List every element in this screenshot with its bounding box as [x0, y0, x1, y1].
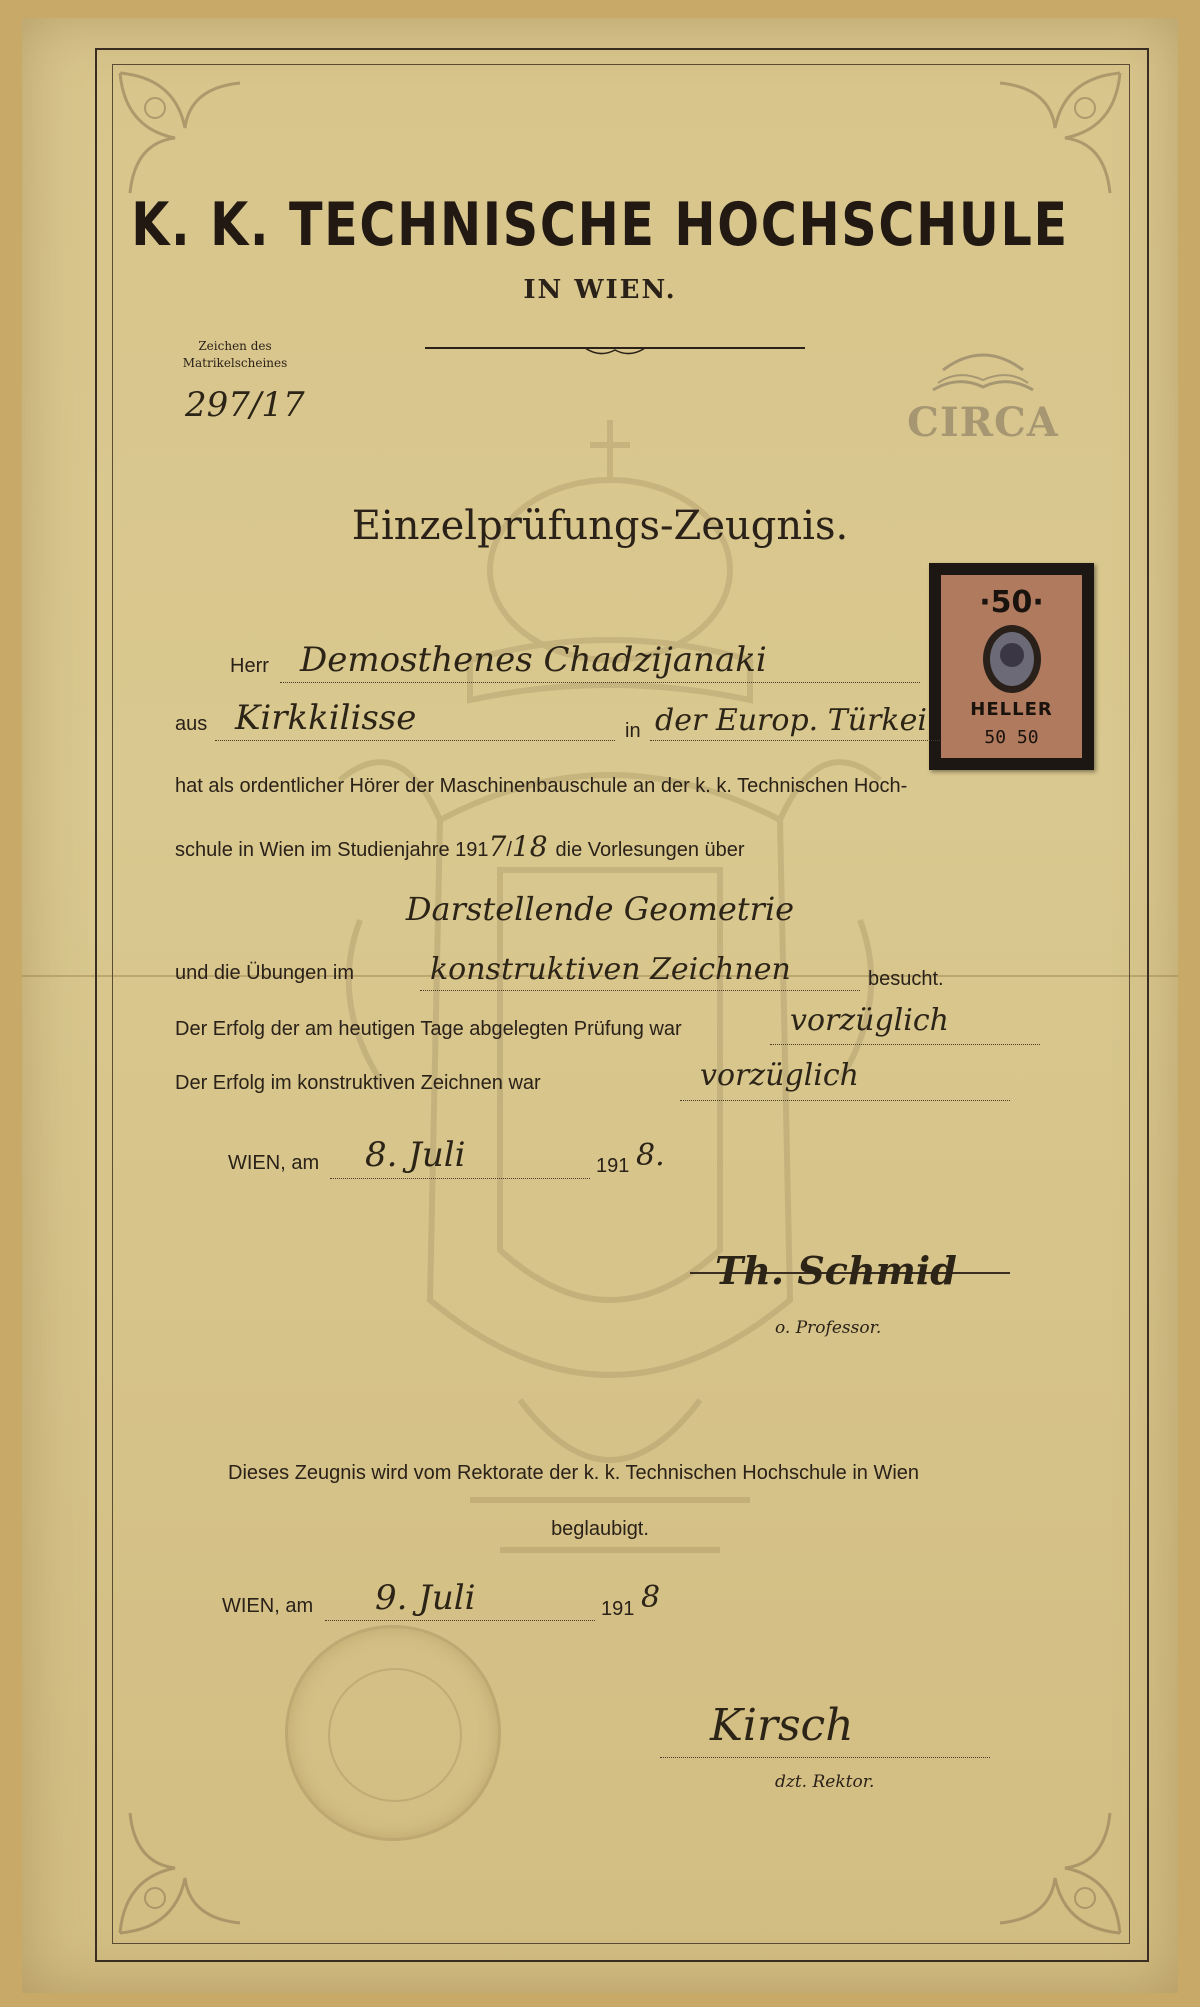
- document-title: Einzelprüfungs-Zeugnis.: [351, 503, 849, 549]
- stamp-face: [941, 575, 1082, 758]
- herr-label: Herr: [230, 655, 269, 677]
- matrikel-label-line1: Zeichen des: [198, 339, 272, 353]
- circa-watermark: [893, 345, 1073, 446]
- study-year-start: 7: [488, 830, 507, 863]
- date2-date: 9. Juli: [375, 1578, 476, 1618]
- subject-name: Darstellende Geometrie: [405, 890, 795, 928]
- revenue-stamp: [929, 563, 1094, 770]
- corner-ornament-top-right: [995, 68, 1125, 198]
- date1-prefix: WIEN, am: [228, 1152, 320, 1174]
- corner-ornament-top-left: [115, 68, 245, 198]
- exercise-suffix: besucht.: [868, 968, 944, 990]
- circa-watermark-text: CIRCA: [907, 399, 1059, 446]
- lectures-label: die Vorlesungen über: [555, 839, 745, 861]
- date2-year-digit: 8: [641, 1580, 661, 1615]
- exam-result: vorzüglich: [790, 1003, 949, 1038]
- student-origin: Kirkkilisse: [235, 698, 417, 738]
- date1-year-prefix: 191: [596, 1155, 630, 1177]
- drawing-result: vorzüglich: [700, 1058, 859, 1093]
- in-label: in: [625, 720, 641, 742]
- aus-label: aus: [175, 713, 208, 735]
- certification-line-1: Dieses Zeugnis wird vom Rektorate der k. k. Technischen Hochschule in Wien: [228, 1462, 920, 1484]
- region-line: [650, 740, 940, 741]
- institution-location: IN WIEN.: [523, 275, 677, 305]
- book-logo-icon: [923, 345, 1043, 395]
- rector-signature: Kirsch: [710, 1700, 854, 1751]
- date1-year-digit: 8.: [636, 1138, 665, 1173]
- drawing-result-line: [680, 1100, 1010, 1101]
- corner-ornament-bottom-left: [115, 1808, 245, 1938]
- exercise-prefix: und die Übungen im: [175, 962, 355, 984]
- matrikel-label-line2: Matrikelscheines: [182, 356, 288, 370]
- origin-line: [215, 740, 615, 741]
- rector-signature-line: [660, 1757, 990, 1758]
- matrikel-number: 297/17: [185, 385, 305, 425]
- body-line-1: hat als ordentlicher Hörer der Maschinenbauschule an der k. k. Technischen Hoch-: [175, 775, 908, 797]
- date2-year-prefix: 191: [601, 1598, 635, 1620]
- professor-title: o. Professor.: [775, 1318, 882, 1338]
- embossed-seal-center: [328, 1668, 462, 1802]
- embossed-seal: [285, 1625, 501, 1841]
- stamp-unit: HELLER: [970, 699, 1053, 720]
- stamp-bottom-value: 50 50: [984, 727, 1039, 748]
- emperor-portrait-icon: [981, 623, 1043, 695]
- rector-title: dzt. Rektor.: [775, 1772, 875, 1792]
- professor-signature: Th. Schmid: [715, 1248, 957, 1293]
- name-line: [280, 682, 920, 683]
- exam-label: Der Erfolg der am heutigen Tage abgelegten Prüfung war: [175, 1018, 682, 1040]
- date1-line: [330, 1178, 590, 1179]
- student-name: Demosthenes Chadzijanaki: [300, 640, 767, 680]
- date2-prefix: WIEN, am: [222, 1595, 314, 1617]
- body-line-2: [175, 830, 745, 863]
- exercise-name: konstruktiven Zeichnen: [430, 952, 791, 987]
- student-region: der Europ. Türkei: [655, 703, 927, 738]
- corner-ornament-bottom-right: [995, 1808, 1125, 1938]
- title-divider: [425, 344, 805, 358]
- matrikel-label: [170, 338, 300, 372]
- study-year-end: 18: [511, 830, 548, 863]
- date2-line: [325, 1620, 595, 1621]
- certification-line-2: beglaubigt.: [551, 1518, 649, 1540]
- date1-date: 8. Juli: [365, 1135, 466, 1175]
- stamp-value: ·50·: [979, 585, 1044, 620]
- study-year-slash: /: [506, 839, 512, 861]
- institution-title: K. K. TECHNISCHE HOCHSCHULE: [131, 190, 1069, 260]
- drawing-label: Der Erfolg im konstruktiven Zeichnen war: [175, 1072, 541, 1094]
- exercise-line: [420, 990, 860, 991]
- exam-result-line: [770, 1044, 1040, 1045]
- study-year-prefix: schule in Wien im Studienjahre 191: [175, 839, 489, 861]
